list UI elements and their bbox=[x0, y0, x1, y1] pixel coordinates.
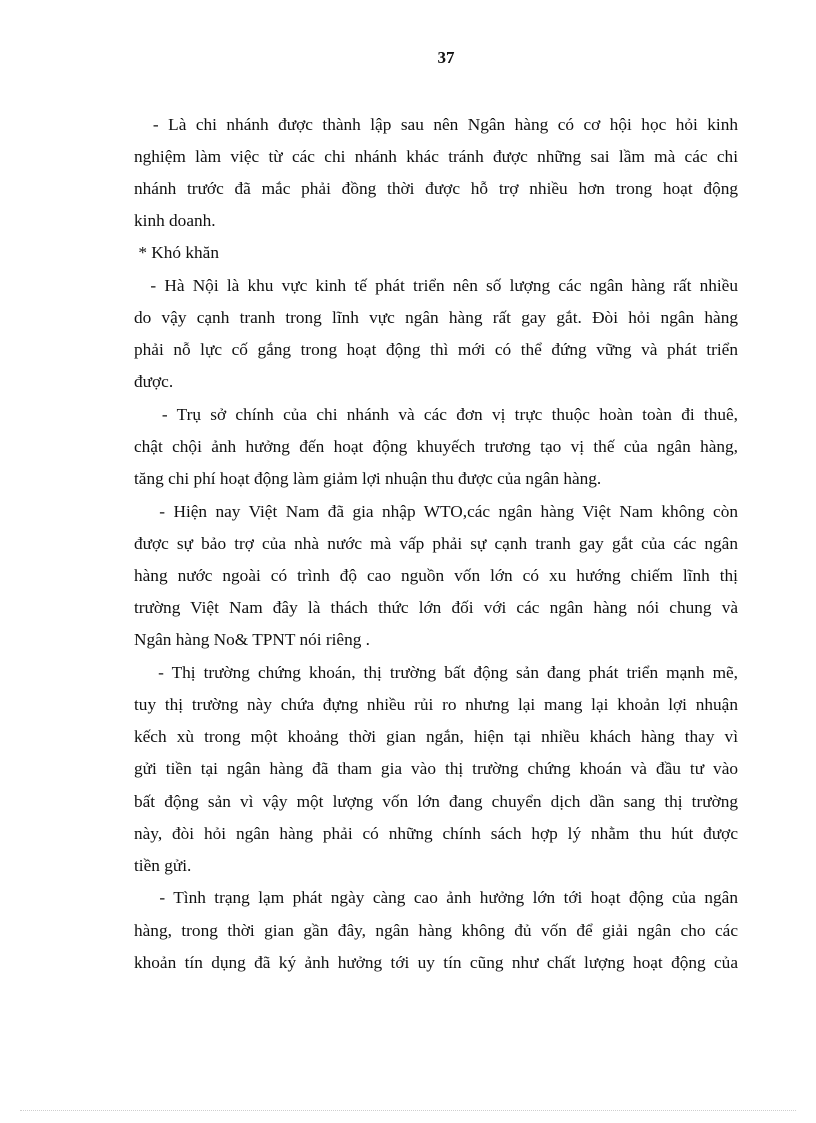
text-line: tăng chi phí hoạt động làm giảm lợi nhuận thu được của ngân hàng. bbox=[134, 469, 602, 488]
text-line: chật chội ảnh hưởng đến hoạt động khuyếch trương tạo vị thế của ngân hàng, bbox=[134, 437, 738, 456]
text-line: tuy thị trường này chứa đựng nhiều rủi ro nhưng lại mang lại khoản lợi nhuận bbox=[134, 695, 738, 714]
footer-divider bbox=[20, 1110, 796, 1111]
text-line: hàng, trong thời gian gần đây, ngân hàng không đủ vốn để giải ngân cho các bbox=[134, 921, 738, 940]
text-line: nghiệm làm việc từ các chi nhánh khác tránh được những sai lầm mà các chi bbox=[134, 147, 738, 166]
text-line: bất động sản vì vậy một lượng vốn lớn đang chuyển dịch dần sang thị trường bbox=[134, 792, 738, 811]
text-line: Ngân hàng No& TPNT nói riêng . bbox=[134, 630, 370, 649]
text-line: phải nỗ lực cố gắng trong hoạt động thì mới có thể đứng vững và phát triển bbox=[134, 340, 738, 359]
text-line: kếch xù trong một khoảng thời gian ngắn, hiện tại nhiều khách hàng thay vì bbox=[134, 727, 738, 746]
text-line: - Hiện nay Việt Nam đã gia nhập WTO,các ngân hàng Việt Nam không còn bbox=[134, 502, 738, 521]
text-line: - Tình trạng lạm phát ngày càng cao ảnh hưởng lớn tới hoạt động của ngân bbox=[134, 888, 738, 907]
text-line: gửi tiền tại ngân hàng đã tham gia vào thị trường chứng khoán và đầu tư vào bbox=[134, 759, 738, 778]
text-line: hàng nước ngoài có trình độ cao nguồn vốn lớn có xu hướng chiếm lĩnh thị bbox=[134, 566, 738, 585]
text-line: nhánh trước đã mắc phải đồng thời được hỗ trợ nhiều hơn trong hoạt động bbox=[134, 179, 738, 198]
text-line: tiền gửi. bbox=[134, 856, 192, 875]
text-line: - Hà Nội là khu vực kinh tế phát triển nên số lượng các ngân hàng rất nhiều bbox=[134, 276, 738, 295]
text-line: do vậy cạnh tranh trong lĩnh vực ngân hàng rất gay gắt. Đòi hỏi ngân hàng bbox=[134, 308, 738, 327]
text-line: trường Việt Nam đây là thách thức lớn đối với các ngân hàng nói chung và bbox=[134, 598, 738, 617]
text-line: được. bbox=[134, 372, 174, 391]
text-line: được sự bảo trợ của nhà nước mà vấp phải sự cạnh tranh gay gắt của các ngân bbox=[134, 534, 738, 553]
text-line: - Là chi nhánh được thành lập sau nên Ngân hàng có cơ hội học hỏi kinh bbox=[134, 115, 738, 134]
text-line: này, đòi hỏi ngân hàng phải có những chính sách hợp lý nhằm thu hút được bbox=[134, 824, 738, 843]
text-line: - Thị trường chứng khoán, thị trường bất động sản đang phát triển mạnh mẽ, bbox=[134, 663, 738, 682]
text-line: * Khó khăn bbox=[134, 243, 219, 262]
text-line: - Trụ sở chính của chi nhánh và các đơn vị trực thuộc hoàn toàn đi thuê, bbox=[134, 405, 738, 424]
page-number: 37 bbox=[437, 48, 455, 67]
text-line: khoản tín dụng đã ký ảnh hưởng tới uy tín cũng như chất lượng hoạt động của bbox=[134, 953, 738, 972]
text-line: kinh doanh. bbox=[134, 211, 216, 230]
